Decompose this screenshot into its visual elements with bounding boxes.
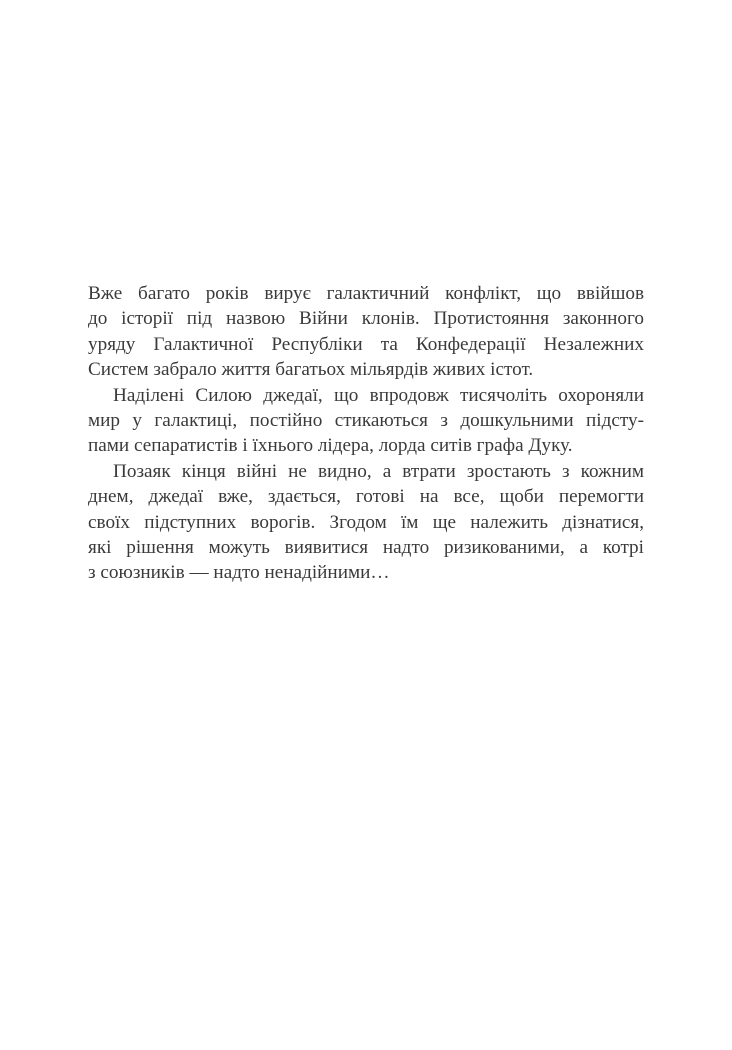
text-line: пами сепаратистів і їхнього лідера, лорда ситів графа Дуку. [88,435,573,457]
text-line: Систем забрало життя багатьох мільярдів живих істот. [88,359,534,381]
paragraph-2 [88,383,644,459]
text-line: Наділені Силою джедаї, що впродовж тисячоліть охороняли [113,384,644,406]
text-line: Позаяк кінця війні не видно, а втрати зростають з кожним [113,460,644,482]
paragraph-3 [88,459,644,586]
opening-crawl-text [88,281,644,586]
text-line: мир у галактиці, постійно стикаються з дошкульними підсту- [88,409,644,431]
text-line: своїх підступних ворогів. Згодом їм ще належить дізнатися, [88,511,644,533]
paragraph-1 [88,281,644,383]
text-line: які рішення можуть виявитися надто ризикованими, а котрі [88,536,644,558]
text-line: до історії під назвою Війни клонів. Протистояння законного [88,308,644,330]
text-line: уряду Галактичної Республіки та Конфедерації Незалежних [88,333,644,355]
text-line: з союзників — надто ненадійними… [88,562,390,584]
text-line: днем, джедаї вже, здається, готові на все, щоби перемогти [88,486,644,508]
text-line: Вже багато років вирує галактичний конфлікт, що ввійшов [88,283,644,304]
